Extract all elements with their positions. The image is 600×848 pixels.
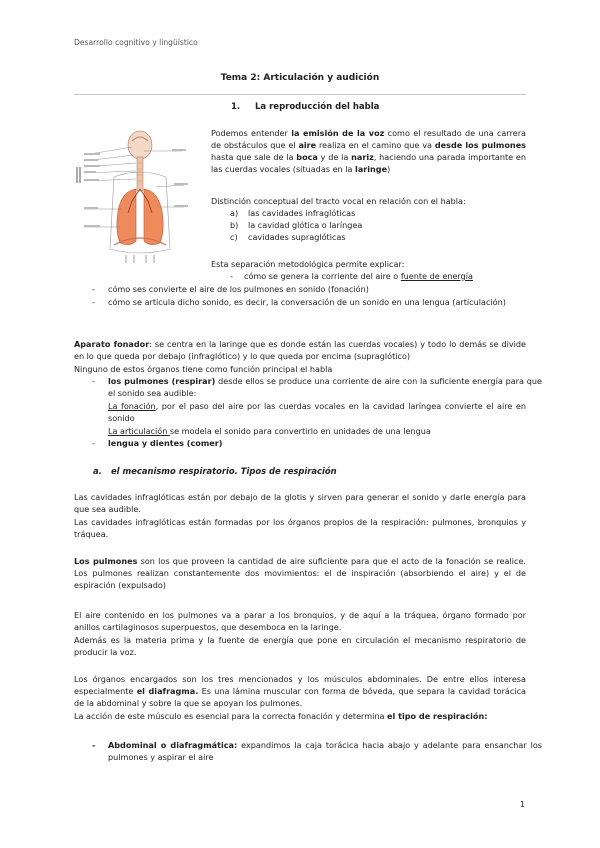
section-heading	[231, 102, 379, 114]
energy-source-term: fuente de energía	[400, 271, 473, 281]
tongue-bold: lengua y dientes (comer)	[108, 438, 223, 448]
lungs-paragraph-bold: Los pulmones	[74, 556, 138, 566]
organs-text: La acción de este músculo es esencial para la correcta fonación y determina	[74, 711, 388, 721]
air-paragraph-1: El aire contenido en los pulmones va a parar a los bronquios, y de aquí a la tráquea, órgano formado por anillos cartilaginosos superpuestos, que desemboca en la laringe.	[74, 610, 526, 632]
intro-text: y de la	[317, 151, 352, 162]
separation-item-2	[92, 284, 528, 296]
separation-item-1	[230, 271, 540, 283]
distinction-lead: Distinción conceptual del tracto vocal en relación con el habla:	[211, 196, 466, 206]
distinction-list	[230, 208, 520, 244]
intro-text: , haciendo una parada importante en las cuerdas vocales (situadas en la	[211, 151, 527, 174]
intro-bold: la emisión de la voz	[291, 128, 385, 138]
separation-lead: Esta separación metodológica permite explicar:	[211, 259, 405, 269]
list-item-text: las cavidades infraglóticas	[248, 208, 356, 218]
breathing-type-bold: el tipo de respiración:	[387, 711, 488, 721]
lungs-paragraph-text: son los que proveen la cantidad de aire suficiente para que el acto de la fonación se realice. Los pulmones realizan constantemente dos movimientos: el de inspiración (absorbiendo el aire) y el de espiración (expulsado)	[74, 556, 526, 590]
intro-bold: laringe	[355, 163, 388, 174]
item-text: cómo se articula dicho sonido, es decir, la conversación de un sonido en una lengua (articulación)	[108, 297, 506, 307]
dash-bullet: -	[92, 376, 95, 386]
abdominal-bold: Abdominal o diafragmática:	[108, 740, 238, 750]
lungs-paragraph	[74, 556, 526, 592]
intro-text: realiza en el camino que va	[316, 139, 435, 150]
diaphragm-bold: el diafragma.	[136, 685, 199, 696]
title-divider	[74, 94, 526, 95]
list-item-text: la cavidad glótica o laríngea	[248, 219, 363, 230]
organs-paragraph	[74, 674, 526, 710]
organs-text: Es una lámina muscular con forma de bóveda, que separa la cavidad torácica de la abdominal y sobre la que se apoyan los pulmones.	[74, 685, 526, 708]
fonacion-term: La fonación	[108, 401, 156, 411]
abdominal-item	[92, 740, 542, 764]
lungs-text: desde ellos se produce una corriente de aire con la suficiente energía para que el sonido sea audible:	[108, 376, 542, 398]
dash-bullet: -	[92, 297, 95, 307]
organs-text: Los órganos encargados son los tres mencionados y los músculos abdominales. De entre ellos interesa especialmente	[74, 674, 526, 696]
intro-text: Podemos entender	[211, 128, 292, 138]
list-item	[230, 220, 520, 232]
subsection-title: el mecanismo respiratorio. Tipos de respiración	[111, 466, 337, 476]
list-item-text: cavidades supraglóticas	[248, 231, 346, 242]
intro-bold: boca	[296, 151, 318, 162]
subsection-marker: a.	[93, 466, 102, 476]
intro-bold: nariz	[351, 151, 374, 162]
list-marker: c)	[230, 231, 238, 242]
item-text: cómo se genera la corriente del aire o	[244, 271, 401, 281]
item-text: cómo ses convierte el aire de los pulmones en sonido (fonación)	[108, 284, 369, 294]
organs-paragraph-2	[74, 711, 526, 723]
page-number: 1	[520, 800, 526, 809]
fonacion-text: , por el paso del aire por las cuerdas vocales en la cavidad laríngea convierte el aire en sonido	[108, 401, 526, 423]
separation-item-3	[92, 297, 542, 309]
dash-bullet: -	[92, 740, 96, 750]
fonacion-paragraph	[108, 401, 526, 425]
articulacion-text: se modela el sonido para convertirlo en unidades de una lengua	[169, 426, 431, 436]
infraglottic-paragraph-1: Las cavidades infraglóticas están por debajo de la glotis y sirven para generar el sonido y darle energía para que sea audible.	[74, 492, 526, 514]
intro-text: )	[387, 163, 391, 174]
articulacion-term: La articulación	[108, 426, 170, 436]
intro-paragraph	[211, 128, 526, 176]
section-title: La reproducción del habla	[255, 102, 380, 112]
intro-bold: aire	[298, 139, 317, 150]
subsection-heading	[93, 466, 337, 478]
intro-text: como el resultado de una carrera de obstáculos que el	[211, 128, 526, 150]
abdominal-text: expandimos la caja torácica hacia abajo y adelante para ensanchar los pulmones y aspirar el aire	[108, 740, 542, 762]
dash-bullet: -	[92, 284, 95, 294]
list-marker: b)	[230, 219, 239, 230]
dash-bullet: -	[92, 438, 95, 448]
list-marker: a)	[230, 208, 239, 218]
section-number: 1.	[231, 102, 241, 112]
air-paragraph-2: Además es la materia prima y la fuente de energía que pone en circulación el mecanismo respiratorio de producir la voz.	[74, 635, 526, 657]
articulacion-paragraph	[108, 426, 526, 438]
fonador-text: : se centra en la laringe que es donde están las cuerdas vocales) y todo lo demás se divide en lo que queda por debajo (infraglótico) y lo que queda por encima (supraglótico)	[74, 339, 527, 361]
fonador-item-lungs	[92, 376, 542, 400]
fonador-item-tongue	[92, 438, 542, 450]
lungs-bold: los pulmones (respirar)	[108, 376, 216, 386]
page-title: Tema 2: Articulación y audición	[220, 73, 380, 83]
running-header: Desarrollo cognitivo y lingüístico	[74, 38, 198, 47]
respiratory-diagram-icon	[74, 127, 192, 267]
fonador-label: Aparato fonador	[74, 339, 150, 349]
list-item	[230, 232, 520, 244]
list-item	[230, 208, 520, 220]
infraglottic-paragraph-2: Las cavidades infraglóticas están formadas por los órganos propios de la respiración: pulmones, bronquios y tráquea.	[74, 517, 526, 539]
dash-bullet: -	[230, 271, 233, 281]
fonador-line-2: Ninguno de estos órganos tiene como función principal el habla	[74, 364, 333, 374]
fonador-paragraph	[74, 339, 526, 363]
intro-text: hasta que sale de la	[211, 151, 297, 162]
intro-bold: desde los pulmones	[434, 139, 526, 150]
respiratory-system-figure	[74, 127, 192, 267]
